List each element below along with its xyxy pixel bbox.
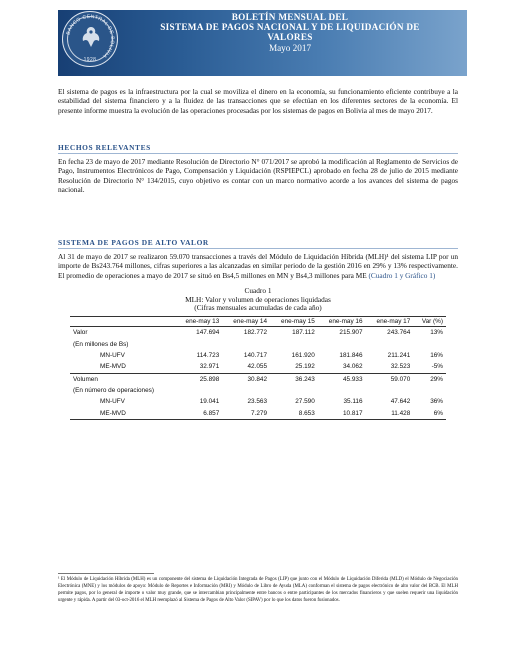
table-cell: 6% [413, 408, 446, 420]
table-cell: 59.070 [366, 373, 414, 385]
column-header: ene-may 17 [366, 317, 414, 327]
condor-emblem-icon [81, 25, 101, 49]
table-cell: 182.772 [243, 329, 268, 337]
table-row [70, 408, 446, 420]
table-cell: -5% [431, 363, 443, 371]
title-line-2: SISTEMA DE PAGOS NACIONAL Y DE LIQUIDACIÓN DE [160, 22, 420, 32]
table-cell: 7.279 [222, 408, 270, 420]
table-body [70, 327, 446, 420]
table-cell: 19.041 [199, 398, 220, 406]
table-cell: 8.653 [270, 408, 318, 420]
column-header: ene-may 13 [175, 317, 223, 327]
table-cell: 187.112 [292, 329, 315, 337]
table-row [70, 373, 446, 385]
table-cell: 181.846 [339, 351, 363, 359]
table-row [70, 327, 446, 339]
footnote-divider [58, 573, 154, 574]
row-label: Volumen [70, 373, 175, 385]
footnote: ¹ El Módulo de Liquidación Híbrida (MLH) es un componente del sistema de Liquidación Integrada de Pagos (LIP) que junto con el Módulo de Liquidación Diferida (MLD) el Módulo de Negociación Electrónica (MNE) y los módulos de apoyo: Módulo de Reportes e Información (MRI) y Módulo de Libro de Ayuda (MLA) conforman el sistema de pagos electrónico de alto valor del BCB. El MLH permite pagos, por lo general de importe o valor muy grande, que se intercambian principalmente entre bancos o entre participantes de los mercados financieros y que suelen requerir una liquidación urgente y rápida. A partir del 03-oct-2016 el MLH reemplazó al Sistema de Pagos de Alto Valor (SIPAV) por lo que los datos fueron fusionados. [58, 577, 458, 604]
table-cell [318, 385, 366, 396]
seal-year: 1928 [83, 57, 97, 63]
bulletin-title [120, 12, 460, 53]
table-subtitle: (Cifras mensuales acumuladas de cada año) [194, 303, 322, 313]
table-cell: 161.920 [291, 351, 315, 359]
hechos-paragraph: En fecha 23 de mayo de 2017 mediante Resolución de Directorio N° 071/2017 se aprobó la modificación al Reglamento de Servicios de Pago, Instrumentos Electrónicos de Pago, Compensación y Liquidación (RSPIEPCL) aprobado en fecha 28 de julio de 2015 mediante Resolución de Directorio N° 134/2015, cuyo objetivo es contar con un marco normativo acorde a los avances del sistema de pagos nacional. [58, 157, 458, 195]
table-title: MLH: Valor y volumen de operaciones liquidadas [185, 294, 331, 304]
table-caption [58, 287, 458, 313]
table-cell: 36.243 [270, 373, 318, 385]
table-cell: 114.723 [196, 351, 220, 359]
row-label: MN-UFV [100, 398, 125, 406]
section-divider [58, 153, 458, 154]
column-header: Var (%) [413, 317, 446, 327]
row-label: ME-MVD [100, 363, 126, 371]
mlh-operations-table [70, 316, 446, 420]
column-header: ene-may 16 [318, 317, 366, 327]
table-cell: 243.764 [387, 329, 411, 337]
table-cell: 34.062 [342, 363, 363, 371]
table-cell: 6.857 [175, 408, 223, 420]
table-cell [366, 338, 414, 349]
table-cell [413, 338, 446, 349]
column-header: ene-may 14 [222, 317, 270, 327]
row-label: Valor [73, 329, 88, 337]
table-cell: 32.971 [199, 363, 220, 371]
table-cell [175, 385, 223, 396]
alto-valor-paragraph [58, 252, 458, 280]
table-cell: 29% [413, 373, 446, 385]
row-label: (En millones de Bs) [73, 340, 129, 348]
table-cell: 47.642 [390, 398, 411, 406]
alto-valor-text: Al 31 de mayo de 2017 se realizaron 59.070 transacciones a través del Módulo de Liquidación Híbrida (MLH)¹ del sistema LIP por un importe de Bs243.764 millones, cifras superiores a las alcanzadas en similar periodo de la gestión 2016 en 29% y 13% respectivamente. El promedio de operaciones a mayo de 2017 se situó en Bs4,5 millones en MN y Bs4,3 millones para ME [58, 252, 458, 280]
table-cell: 147.694 [196, 329, 220, 337]
table-cell [366, 385, 414, 396]
section-heading-hechos: HECHOS RELEVANTES [58, 143, 151, 152]
table-cell [270, 338, 318, 349]
section-heading-alto-valor: SISTEMA DE PAGOS DE ALTO VALOR [58, 238, 209, 247]
section-divider [58, 248, 458, 249]
table-cell: 42.055 [247, 363, 268, 371]
table-cell: 32.523 [390, 363, 411, 371]
table-row [70, 350, 446, 361]
column-header: ene-may 15 [270, 317, 318, 327]
table-cell [222, 385, 270, 396]
table-cell: 36% [430, 398, 443, 406]
table-cell: 35.116 [343, 398, 363, 406]
title-line-1: BOLETÍN MENSUAL DEL [231, 12, 349, 22]
table-cell: 140.717 [243, 351, 268, 359]
table-cell: 10.817 [318, 408, 366, 420]
table-cell: 11.428 [366, 408, 414, 420]
intro-paragraph: El sistema de pagos es la infraestructura por la cual se moviliza el dinero en la economía, su funcionamiento eficiente contribuye a la estabilidad del sistema financiero y a la fluidez de las transacciones que se efectúan en los diferentes sectores de la economía. El presente informe muestra la evolución de las operaciones procesadas por los sistemas de pagos en Bolivia al mes de mayo 2017. [58, 87, 458, 115]
table-cell: 13% [430, 329, 443, 337]
table-cell [270, 385, 318, 396]
table-cell: 23.563 [247, 398, 268, 406]
table-cell: 30.842 [222, 373, 270, 385]
table-row [70, 385, 446, 396]
table-row [70, 396, 446, 407]
table-cell: 27.590 [295, 398, 315, 406]
title-line-3: VALORES [267, 32, 313, 42]
table-cell [175, 338, 223, 349]
cuadro-grafico-link[interactable]: (Cuadro 1 y Gráfico 1) [368, 270, 436, 280]
table-cell: 215.907 [339, 329, 363, 337]
table-cell: 25.192 [295, 363, 315, 371]
table-cell [318, 338, 366, 349]
table-number: Cuadro 1 [244, 286, 272, 295]
table-cell: 16% [430, 351, 443, 359]
table-row [70, 338, 446, 349]
table-cell [222, 338, 270, 349]
central-bank-seal-logo [62, 11, 118, 67]
row-label: ME-MVD [70, 408, 175, 420]
table-header-row [70, 317, 446, 327]
table-cell: 45.933 [318, 373, 366, 385]
column-header-blank [70, 317, 175, 327]
table-row [70, 361, 446, 373]
row-label: (En número de operaciones) [73, 387, 154, 395]
table-cell: 211.241 [387, 351, 411, 359]
table-cell [413, 385, 446, 396]
seal-text: BANCO CENTRAL DE BOLIVIA [65, 13, 116, 60]
title-date: Mayo 2017 [268, 43, 312, 53]
table-cell: 25.898 [175, 373, 223, 385]
row-label: MN-UFV [100, 351, 125, 359]
